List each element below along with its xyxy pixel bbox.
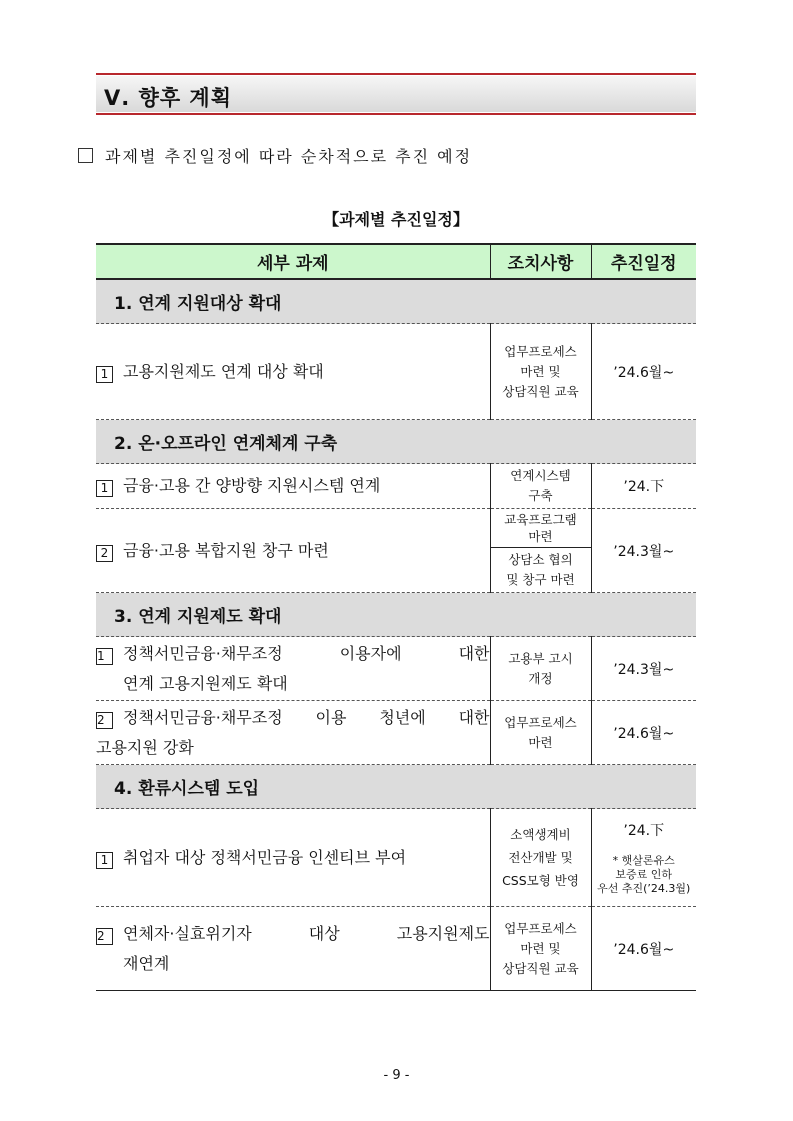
heading-top-rule <box>96 73 696 75</box>
task-line <box>96 919 490 949</box>
task-cell <box>96 464 490 509</box>
task-cell <box>96 701 490 765</box>
table-row <box>96 324 696 420</box>
section-row-title: 3. 연계 지원제도 확대 <box>96 593 696 637</box>
task-cell <box>96 809 490 907</box>
schedule-text: ’24.下 <box>623 822 665 839</box>
action-cell <box>490 637 591 701</box>
task-text: 고용지원제도 연계 대상 확대 <box>123 361 324 381</box>
task-cell <box>96 509 490 593</box>
bullet-line <box>78 144 472 167</box>
action-line: CSS모형 반영 <box>502 873 579 888</box>
action-cell <box>490 809 591 907</box>
schedule-note: * 햇살론유스 <box>612 853 675 867</box>
action-line: 마련 <box>528 734 553 750</box>
section-title: Ⅴ. 향후 계획 <box>104 86 232 110</box>
action-line: 상담직원 교육 <box>502 383 579 399</box>
action-line: 교육프로그램 <box>504 512 577 527</box>
schedule-table <box>96 243 696 991</box>
action-line: 마련 <box>528 529 553 544</box>
task-text: 연계 고용지원제도 확대 <box>123 673 288 693</box>
schedule-note: 우선 추진(’24.3월) <box>597 881 691 895</box>
section-row <box>96 765 696 809</box>
task-cell <box>96 637 490 701</box>
action-line: 전산개발 및 <box>508 850 573 865</box>
action-line: 업무프로세스 <box>504 343 577 359</box>
action-line: 업무프로세스 <box>504 714 577 730</box>
action-line: 구축 <box>528 488 553 503</box>
action-line: 상담직원 교육 <box>502 960 579 976</box>
section-row <box>96 420 696 464</box>
table-row <box>96 464 696 509</box>
task-line <box>96 703 490 733</box>
action-cell <box>490 464 591 509</box>
action-line: 마련 및 <box>520 940 561 956</box>
item-number: 2 <box>96 928 113 945</box>
action-line: 상담소 협의 <box>508 552 573 567</box>
action-line: 및 창구 마련 <box>506 572 575 587</box>
task-text: 정책서민금융·채무조정 이용 청년에 대한 <box>123 707 490 727</box>
schedule-cell: ’24.6월~ <box>591 701 696 765</box>
section-row <box>96 593 696 637</box>
section-row-title: 2. 온·오프라인 연계체계 구축 <box>96 420 696 464</box>
schedule-cell: ’24.6월~ <box>591 907 696 991</box>
task-text: 고용지원 강화 <box>96 737 194 757</box>
task-text: 취업자 대상 정책서민금융 인센티브 부여 <box>123 847 407 867</box>
action-cell <box>490 701 591 765</box>
schedule-cell: ’24.6월~ <box>591 324 696 420</box>
header-schedule: 추진일정 <box>591 244 696 279</box>
action-subcell <box>491 509 591 548</box>
task-text: 금융·고용 복합지원 창구 마련 <box>123 540 329 560</box>
schedule-cell: ’24.3월~ <box>591 509 696 593</box>
schedule-cell <box>591 809 696 907</box>
action-line: 연계시스템 <box>510 468 571 483</box>
schedule-cell: ’24.3월~ <box>591 637 696 701</box>
schedule-note: 보증료 인하 <box>615 867 673 881</box>
item-number: 1 <box>96 366 113 383</box>
task-text: 재연계 <box>123 953 170 973</box>
task-cell <box>96 907 490 991</box>
task-cell <box>96 324 490 420</box>
action-line: 고용부 고시 <box>508 650 573 666</box>
item-number: 1 <box>96 480 113 497</box>
table-row <box>96 701 696 765</box>
table-row <box>96 509 696 593</box>
table-row <box>96 907 696 991</box>
checkbox-square-icon <box>78 148 93 163</box>
item-number: 2 <box>96 545 113 562</box>
table-header-row <box>96 244 696 279</box>
heading-bottom-rule <box>96 113 696 115</box>
item-number: 2 <box>96 712 113 729</box>
bullet-text: 과제별 추진일정에 따라 순차적으로 추진 예정 <box>105 147 473 166</box>
item-number: 1 <box>96 852 113 869</box>
task-text: 금융·고용 간 양방향 지원시스템 연계 <box>123 476 381 495</box>
section-row-title: 4. 환류시스템 도입 <box>96 765 696 809</box>
page-number: - 9 - <box>383 1068 410 1083</box>
header-task: 세부 과제 <box>96 244 490 279</box>
action-cell <box>490 509 591 593</box>
action-subcell <box>491 548 591 592</box>
header-action: 조치사항 <box>490 244 591 279</box>
table-caption: 【과제별 추진일정】 <box>323 210 469 229</box>
schedule-cell: ’24.下 <box>591 464 696 509</box>
action-line: 소액생계비 <box>510 827 571 842</box>
action-cell <box>490 324 591 420</box>
item-number: 1 <box>96 648 113 665</box>
task-text: 정책서민금융·채무조정 이용자에 대한 <box>123 643 490 663</box>
section-row-title: 1. 연계 지원대상 확대 <box>96 279 696 324</box>
action-line: 개정 <box>528 670 553 686</box>
table-row <box>96 637 696 701</box>
task-line <box>96 639 490 669</box>
action-cell <box>490 907 591 991</box>
table-row <box>96 809 696 907</box>
action-line: 업무프로세스 <box>504 920 577 936</box>
section-row <box>96 279 696 324</box>
task-text: 연체자·실효위기자 대상 고용지원제도 <box>123 923 490 943</box>
action-line: 마련 및 <box>520 363 561 379</box>
section-heading <box>96 73 696 115</box>
